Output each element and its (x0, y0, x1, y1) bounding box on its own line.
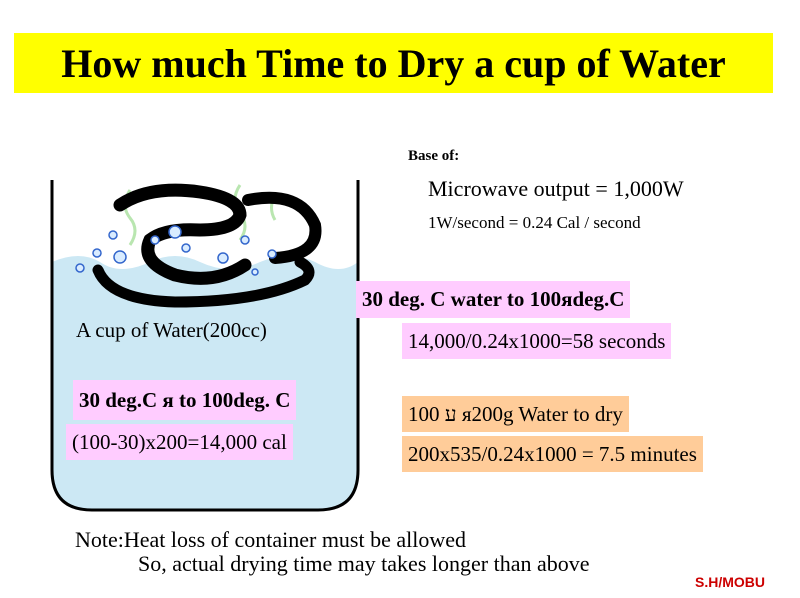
page-title: How much Time to Dry a cup of Water (61, 41, 726, 86)
note-line-2: So, actual drying time may takes longer than above (138, 551, 590, 576)
cup-label: A cup of Water(200cc) (76, 318, 267, 342)
water-fill (52, 248, 358, 510)
base-label: Base of: (408, 148, 460, 164)
dry-box-title: 100 ע я200g Water to dry (402, 396, 629, 432)
boil-box-calc: 14,000/0.24x1000=58 seconds (402, 323, 671, 359)
heat-box-title: 30 deg.C я to 100deg. C (73, 380, 296, 420)
author-credit: S.H/MOBU (695, 574, 765, 590)
boil-box-title: 30 deg. C water to 100яdeg.C (356, 281, 630, 318)
dry-box-calc: 200x535/0.24x1000 = 7.5 minutes (402, 436, 703, 472)
microwave-output: Microwave output = 1,000W (428, 176, 684, 201)
watt-per-second: 1W/second = 0.24 Cal / second (428, 213, 641, 232)
heat-box-calc: (100-30)x200=14,000 cal (66, 424, 293, 460)
note-line-1: Note:Heat loss of container must be allowed (75, 527, 467, 552)
